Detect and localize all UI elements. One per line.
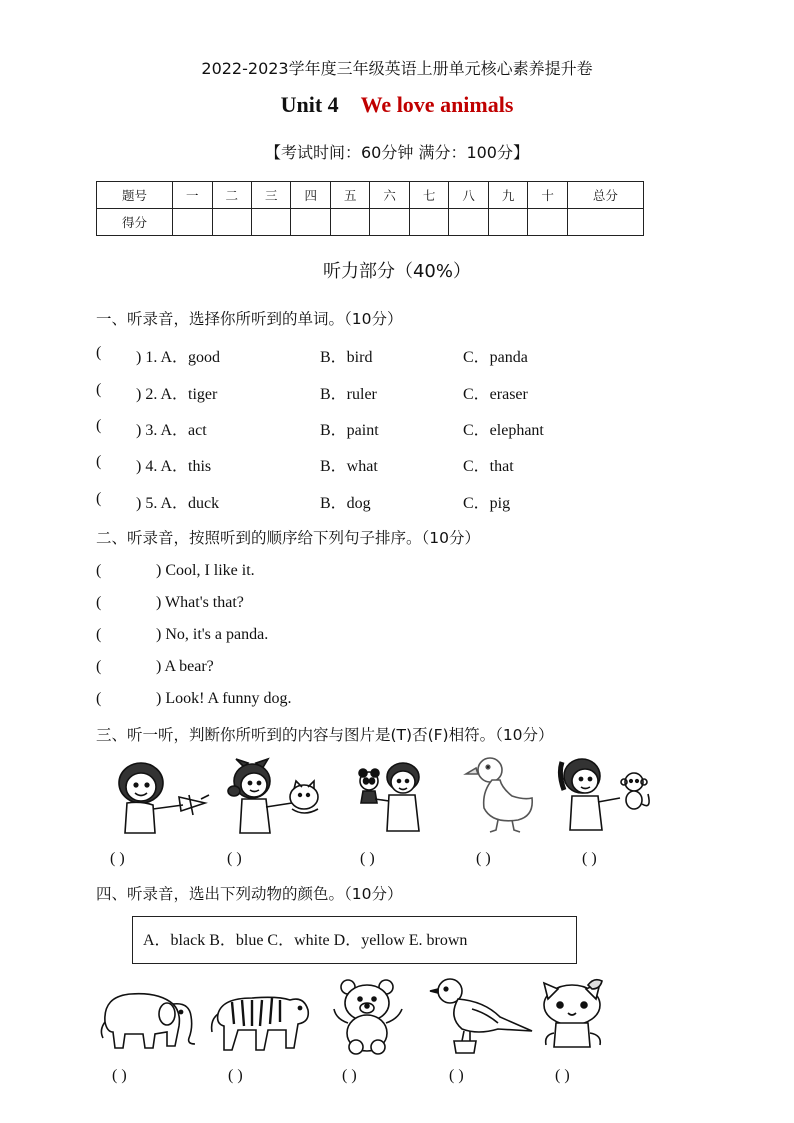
elephant-icon — [97, 982, 202, 1054]
cat-icon — [530, 973, 616, 1057]
question-2-option-a: ) 2. A．tiger — [136, 386, 218, 403]
answer-open-paren[interactable]: ( — [96, 594, 102, 611]
score-cell[interactable] — [370, 209, 409, 236]
question-1-option-b: B．bird — [320, 349, 373, 366]
sentence-item: ) Cool, I like it. — [156, 562, 255, 579]
question-5-option-c: C．pig — [463, 495, 511, 512]
unit-label: Unit 4 — [280, 92, 339, 117]
score-cell[interactable] — [251, 209, 290, 236]
score-cell[interactable] — [528, 209, 567, 236]
section1-heading: 一、听录音，选择你所听到的单词。（10分） — [96, 310, 403, 328]
answer-open-paren[interactable]: ( — [96, 626, 102, 643]
answer-bracket[interactable]: ( ) — [112, 1067, 127, 1084]
duck-icon — [462, 752, 542, 834]
score-header-cell: 八 — [449, 182, 488, 209]
score-header-cell: 七 — [409, 182, 448, 209]
question-4-option-b: B．what — [320, 458, 378, 475]
answer-bracket[interactable]: ( ) — [449, 1067, 464, 1084]
sentence-item: ) A bear? — [156, 658, 214, 675]
question-2-option-b: B．ruler — [320, 386, 377, 403]
girl-with-cat-icon — [222, 755, 327, 835]
score-header-cell: 十 — [528, 182, 567, 209]
question-3-option-b: B．paint — [320, 422, 379, 439]
answer-bracket[interactable]: ( ) — [342, 1067, 357, 1084]
sentence-item: ) Look! A funny dog. — [156, 690, 292, 707]
question-4-option-c: C．that — [463, 458, 514, 475]
section2-heading: 二、听录音，按照听到的顺序给下列句子排序。（10分） — [96, 529, 480, 547]
score-header-cell: 五 — [330, 182, 369, 209]
score-value-row — [97, 209, 644, 236]
score-header-cell: 总分 — [567, 182, 643, 209]
answer-open-paren[interactable]: ( — [96, 490, 102, 507]
unit-title — [0, 92, 794, 118]
answer-open-paren[interactable]: ( — [96, 344, 102, 361]
girl-with-monkey-icon — [552, 754, 657, 834]
question-1-option-c: C．panda — [463, 349, 528, 366]
score-header-cell: 四 — [291, 182, 330, 209]
boy-with-plane-icon — [105, 755, 215, 835]
header-title: 2022-2023学年度三年级英语上册单元核心素养提升卷 — [201, 59, 593, 78]
score-header-cell: 三 — [251, 182, 290, 209]
score-cell[interactable] — [449, 209, 488, 236]
score-cell[interactable] — [212, 209, 251, 236]
answer-open-paren[interactable]: ( — [96, 562, 102, 579]
answer-bracket[interactable]: ( ) — [227, 850, 242, 867]
answer-open-paren[interactable]: ( — [96, 453, 102, 470]
score-cell[interactable] — [291, 209, 330, 236]
answer-open-paren[interactable]: ( — [96, 417, 102, 434]
unit-name: We love animals — [360, 92, 514, 117]
tiger-icon — [208, 980, 314, 1056]
boy-with-panda-icon — [355, 755, 445, 835]
score-cell[interactable] — [330, 209, 369, 236]
score-cell[interactable] — [409, 209, 448, 236]
score-header-cell: 六 — [370, 182, 409, 209]
section4-heading: 四、听录音，选出下列动物的颜色。（10分） — [96, 885, 403, 903]
score-header-row — [97, 182, 644, 209]
question-3-option-c: C．elephant — [463, 422, 544, 439]
score-header-cell: 九 — [488, 182, 527, 209]
score-header-cell: 题号 — [97, 182, 173, 209]
question-5-option-a: ) 5. A．duck — [136, 495, 220, 512]
answer-open-paren[interactable]: ( — [96, 690, 102, 707]
color-options: A．black B．blue C．white D．yellow E. brown — [143, 932, 468, 949]
answer-open-paren[interactable]: ( — [96, 381, 102, 398]
section3-heading: 三、听一听，判断你所听到的内容与图片是(T)否(F)相符。（10分） — [96, 726, 554, 744]
answer-bracket[interactable]: ( ) — [360, 850, 375, 867]
answer-bracket[interactable]: ( ) — [228, 1067, 243, 1084]
answer-bracket[interactable]: ( ) — [476, 850, 491, 867]
score-cell[interactable] — [173, 209, 212, 236]
question-2-option-c: C．eraser — [463, 386, 528, 403]
score-cell[interactable] — [488, 209, 527, 236]
bear-icon — [328, 975, 408, 1057]
question-3-option-a: ) 3. A．act — [136, 422, 207, 439]
exam-info: 【考试时间：60分钟 满分：100分】 — [265, 143, 529, 162]
score-header-cell: 一 — [173, 182, 212, 209]
answer-bracket[interactable]: ( ) — [582, 850, 597, 867]
question-4-option-a: ) 4. A．this — [136, 458, 212, 475]
sentence-item: ) What's that? — [156, 594, 244, 611]
answer-bracket[interactable]: ( ) — [110, 850, 125, 867]
answer-bracket[interactable]: ( ) — [555, 1067, 570, 1084]
answer-open-paren[interactable]: ( — [96, 658, 102, 675]
score-cell[interactable] — [567, 209, 643, 236]
score-header-cell: 二 — [212, 182, 251, 209]
score-row-label: 得分 — [97, 209, 173, 236]
listening-part-title: 听力部分（40%） — [322, 261, 471, 282]
question-1-option-a: ) 1. A．good — [136, 349, 221, 366]
score-table — [96, 181, 644, 236]
bird-icon — [428, 973, 538, 1057]
question-5-option-b: B．dog — [320, 495, 371, 512]
sentence-item: ) No, it's a panda. — [156, 626, 269, 643]
color-options-box — [132, 916, 577, 964]
